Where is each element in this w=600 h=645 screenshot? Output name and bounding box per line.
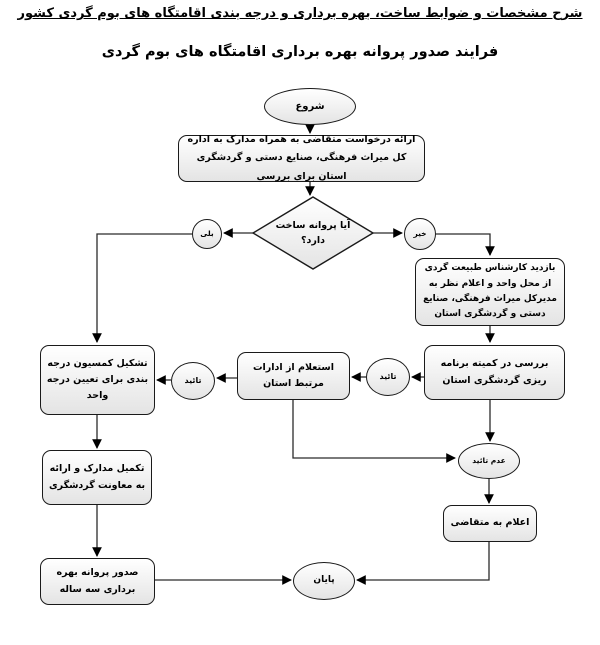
- edge-announce-to-end: [357, 542, 489, 580]
- document-title: شرح مشخصات و ضوابط ساخت، بهره برداری و درجه بندی اقامتگاه های بوم گردی کشور: [17, 6, 583, 21]
- edge-inquiry-to-notapproved: [293, 400, 455, 458]
- expert-visit-process-node: بازدید کارشناس طبیعت گردی از محل واحد و اعلام نظر به مدیرکل میراث فرهنگی، صنایع دستی و گردشگری استان: [415, 258, 565, 326]
- edge-no-to-visit: [436, 234, 490, 255]
- inquiry-process-node: استعلام از ادارات مرتبط استان: [237, 352, 350, 400]
- end-node: پایان: [293, 562, 355, 600]
- flowchart-title: فرایند صدور پروانه بهره برداری اقامتگاه های بوم گردی: [101, 44, 499, 60]
- edge-yes-to-commission: [97, 234, 192, 342]
- branch-yes-label: بلی: [192, 219, 222, 249]
- complete-documents-process-node: تکمیل مدارک و ارائه به معاونت گردشگری: [42, 450, 152, 505]
- announce-applicant-process-node: اعلام به متقاضی: [443, 505, 537, 542]
- approved-label-2: تائید: [171, 362, 215, 400]
- issue-license-process-node: صدور پروانه بهره برداری سه ساله: [40, 558, 155, 605]
- decision-node-label: آیا پروانه ساخت دارد؟: [275, 219, 351, 246]
- branch-no-label: خیر: [404, 218, 436, 250]
- request-process-node: ارائه درخواست متقاضی به همراه مدارک به اداره کل میراث فرهنگی، صنایع دستی و گردشگری استان برای بررسی: [178, 135, 425, 182]
- start-node: شروع: [264, 88, 356, 125]
- not-approved-label: عدم تائید: [458, 443, 520, 479]
- approved-label-1: تائید: [366, 358, 410, 396]
- grading-commission-process-node: تشکیل کمسیون درجه بندی برای تعیین درجه واحد: [40, 345, 155, 415]
- committee-review-process-node: بررسی در کمیته برنامه ریزی گردشگری استان: [424, 345, 565, 400]
